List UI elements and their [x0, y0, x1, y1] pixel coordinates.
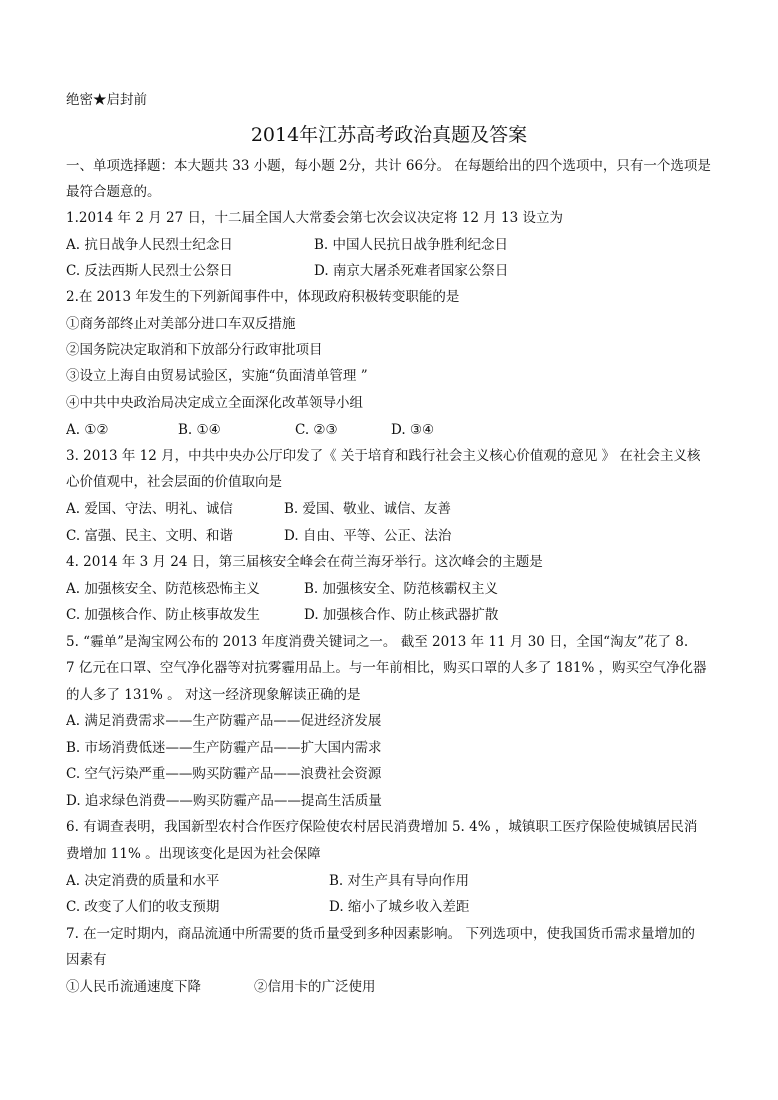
question-2-option-c: C. ②③: [295, 422, 338, 438]
question-6-stem-line-2: 费增加 11% 。出现该变化是因为社会保障: [66, 846, 321, 862]
page-title: 2014年江苏高考政治真题及答案: [250, 124, 528, 146]
question-3-stem-line-1: 3. 2013 年 12 月，中共中央办公厅印发了《 关于培育和践行社会主义核心价值观的意见 》 在社会主义核: [66, 448, 701, 464]
question-5-option-a: A. 满足消费需求——生产防霾产品——促进经济发展: [66, 713, 382, 729]
question-7-stem-line-1: 7. 在一定时期内，商品流通中所需要的货币量受到多种因素影响。 下列选项中，使我国货币需求量增加的: [66, 926, 695, 942]
question-3-option-c: C. 富强、民主、文明、和谐: [66, 528, 233, 544]
question-1-option-a: A. 抗日战争人民烈士纪念日: [66, 237, 233, 253]
question-5-stem-line-1: 5. “霾单”是淘宝网公布的 2013 年度消费关键词之一。 截至 2013 年 11 月 30 日，全国“淘友”花了 8.: [66, 634, 689, 650]
question-7-stem-line-2: 因素有: [66, 952, 107, 968]
question-2-options-row: [66, 421, 716, 439]
question-4-option-b: B. 加强核安全、防范核霸权主义: [304, 581, 499, 597]
question-2-item-4: ④中共中央政治局决定成立全面深化改革领导小组: [66, 395, 363, 411]
question-4-stem: 4. 2014 年 3 月 24 日，第三届核安全峰会在荷兰海牙举行。这次峰会的主题是: [66, 554, 543, 570]
question-2-item-1: ①商务部终止对美部分进口车双反措施: [66, 316, 296, 332]
question-3-options-row-1: [66, 500, 716, 518]
question-4-option-c: C. 加强核合作、防止核事故发生: [66, 607, 260, 623]
question-4-option-d: D. 加强核合作、防止核武器扩散: [304, 607, 499, 623]
question-5-option-b: B. 市场消费低迷——生产防霾产品——扩大国内需求: [66, 740, 382, 756]
question-2-option-a: A. ①②: [66, 422, 109, 438]
question-6-options-row-2: [66, 898, 716, 916]
question-6-option-c: C. 改变了人们的收支预期: [66, 899, 220, 915]
question-6-stem-line-1: 6. 有调查表明，我国新型农村合作医疗保险使农村居民消费增加 5. 4% ，城镇职工医疗保险使城镇居民消: [66, 819, 698, 835]
question-1-option-b: B. 中国人民抗日战争胜利纪念日: [314, 237, 509, 253]
question-3-option-d: D. 自由、平等、公正、法治: [284, 528, 452, 544]
question-6-option-a: A. 决定消费的质量和水平: [66, 873, 220, 889]
question-4-options-row-2: [66, 606, 716, 624]
question-4-option-a: A. 加强核安全、防范核恐怖主义: [66, 581, 260, 597]
question-1-option-d: D. 南京大屠杀死难者国家公祭日: [314, 263, 509, 279]
question-2-option-d: D. ③④: [391, 422, 435, 438]
question-3-option-a: A. 爱国、守法、明礼、诚信: [66, 501, 233, 517]
section-intro-line-1: 一、单项选择题：本大题共 33 小题，每小题 2分，共计 66分。 在每题给出的四个选项中，只有一个选项是: [66, 158, 711, 174]
section-intro-line-2: 最符合题意的。: [66, 184, 161, 200]
question-1-stem: 1.2014 年 2 月 27 日，十二届全国人大常委会第七次会议决定将 12 月 13 设立为: [66, 210, 563, 226]
question-5-option-d: D. 追求绿色消费——购买防霾产品——提高生活质量: [66, 793, 382, 809]
question-7-item-2: ②信用卡的广泛使用: [254, 979, 376, 995]
question-6-option-b: B. 对生产具有导向作用: [329, 873, 470, 889]
question-1-option-c: C. 反法西斯人民烈士公祭日: [66, 263, 233, 279]
question-2-stem: 2.在 2013 年发生的下列新闻事件中，体现政府积极转变职能的是: [66, 289, 460, 305]
question-6-option-d: D. 缩小了城乡收入差距: [329, 899, 470, 915]
question-4-options-row-1: [66, 580, 716, 598]
question-1-options-row-2: [66, 262, 716, 280]
question-5-stem-line-2: 7 亿元在口罩、空气净化器等对抗雾霾用品上。与一年前相比，购买口罩的人多了 181% ，购买空气净化器: [66, 660, 707, 676]
question-3-options-row-2: [66, 527, 716, 545]
question-2-item-2: ②国务院决定取消和下放部分行政审批项目: [66, 342, 323, 358]
question-2-item-3: ③设立上海自由贸易试验区，实施“负面清单管理 ”: [66, 368, 368, 384]
question-2-option-b: B. ①④: [178, 422, 221, 438]
question-6-options-row-1: [66, 872, 716, 890]
question-3-option-b: B. 爱国、敬业、诚信、友善: [284, 501, 452, 517]
question-1-options-row-1: [66, 236, 716, 254]
question-7-items-row: [66, 978, 716, 996]
question-7-item-1: ①人民币流通速度下降: [66, 979, 201, 995]
question-5-stem-line-3: 的人多了 131% 。 对这一经济现象解读正确的是: [66, 687, 361, 703]
question-5-option-c: C. 空气污染严重——购买防霾产品——浪费社会资源: [66, 766, 382, 782]
question-3-stem-line-2: 心价值观中，社会层面的价值取向是: [66, 474, 282, 490]
confidential-mark: 绝密★启封前: [66, 92, 147, 108]
